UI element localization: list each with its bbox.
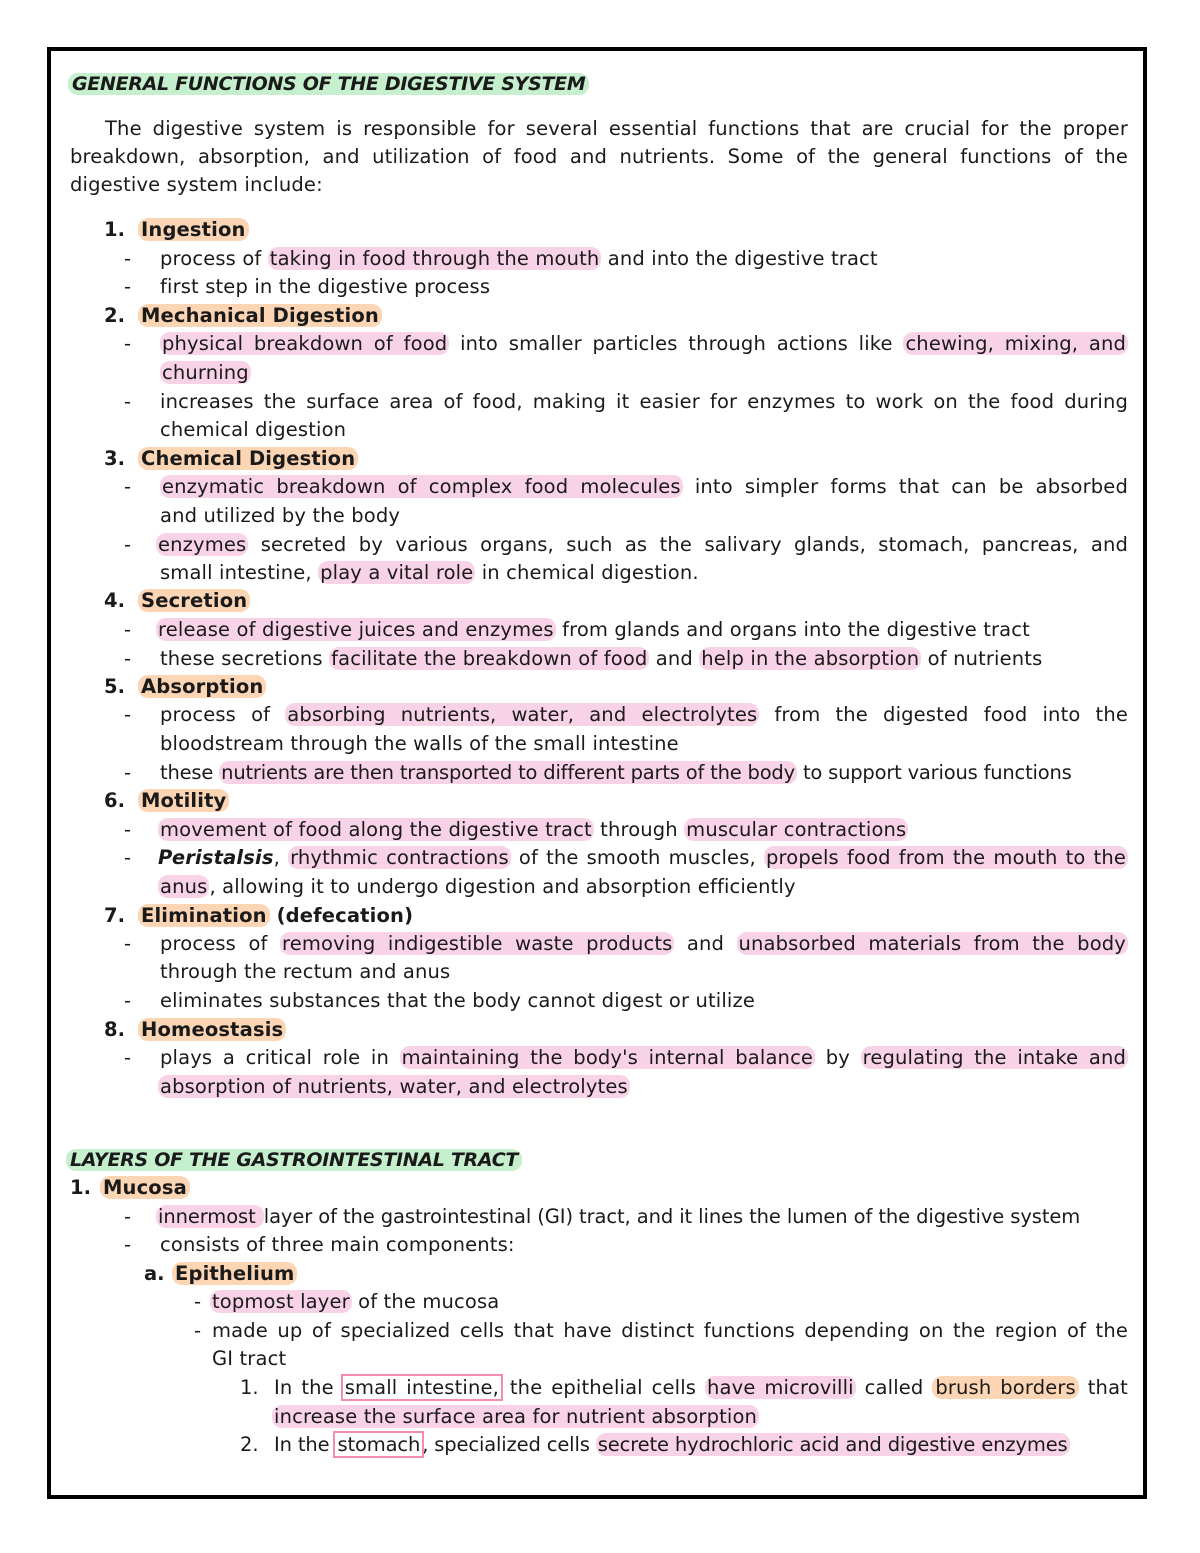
bullet-dash: - <box>124 1233 132 1256</box>
list-line: increase the surface area for nutrient absorption <box>274 1405 758 1428</box>
item-title: Mucosa <box>100 1175 190 1201</box>
bullet-line: Peristalsis, rhythmic contractions of the smooth muscles, propels food from the mouth to the <box>158 846 1126 869</box>
bullet-dash: - <box>124 1046 132 1069</box>
item-number: 4. <box>104 589 125 612</box>
bullet-line: process of taking in food through the mouth and into the digestive tract <box>160 247 878 270</box>
item-title: Absorption <box>138 674 266 700</box>
bullet-line: through the rectum and anus <box>160 960 451 983</box>
bullet-dash: - <box>124 1205 132 1228</box>
item-number: 6. <box>104 789 125 812</box>
item-title: Secretion <box>138 588 250 614</box>
bullet-line: these secretions facilitate the breakdown of food and help in the absorption of nutrients <box>160 647 1043 670</box>
bullet-dash: - <box>124 989 132 1012</box>
bullet-line: anus , allowing it to undergo digestion and absorption efficiently <box>160 875 796 898</box>
bullet-dash: - <box>124 247 132 270</box>
item-number: 5. <box>104 675 125 698</box>
bullet-line: made up of specialized cells that have distinct functions depending on the region of the <box>212 1319 1128 1342</box>
item-number: 7. <box>104 904 125 927</box>
bullet-dash: - <box>124 761 132 784</box>
bullet-line: physical breakdown of food into smaller particles through actions like chewing, mixing, and <box>162 332 1126 355</box>
bullet-line: GI tract <box>212 1347 287 1370</box>
intro-line: breakdown, absorption, and utilization of food and nutrients. Some of the general functions of the <box>70 145 1128 168</box>
bullet-dash: - <box>124 703 132 726</box>
bullet-dash: - <box>194 1319 202 1342</box>
item-title: Motility <box>138 788 229 814</box>
list-number: 2. <box>240 1433 259 1456</box>
bullet-line: innermost layer of the gastrointestinal (GI) tract, and it lines the lumen of the digestive system <box>158 1205 1081 1228</box>
bullet-line: process of removing indigestible waste products and unabsorbed materials from the body <box>160 932 1126 955</box>
bullet-line: enzymes secreted by various organs, such as the salivary glands, stomach, pancreas, and <box>158 533 1128 556</box>
subitem-letter: a. <box>144 1262 165 1285</box>
item-title: Ingestion <box>138 217 249 243</box>
bullet-line: churning <box>162 361 249 384</box>
bullet-dash: - <box>124 818 132 841</box>
list-line: In the small intestine, the epithelial cells have microvilli called brush borders that <box>274 1376 1128 1399</box>
bullet-line: and utilized by the body <box>160 504 401 527</box>
list-number: 1. <box>240 1376 259 1399</box>
bullet-line: plays a critical role in maintaining the body's internal balance by regulating the intake and <box>160 1046 1126 1069</box>
item-number: 3. <box>104 447 125 470</box>
item-title: Mechanical Digestion <box>138 303 382 329</box>
item-number: 8. <box>104 1018 125 1041</box>
bullet-line: movement of food along the digestive tract through muscular contractions <box>160 818 907 841</box>
bullet-dash: - <box>124 390 132 413</box>
bullet-dash: - <box>124 475 132 498</box>
item-title: Homeostasis <box>138 1017 286 1043</box>
item-number: 1. <box>104 218 125 241</box>
bullet-line: first step in the digestive process <box>160 275 491 298</box>
bullet-dash: - <box>124 275 132 298</box>
item-number: 2. <box>104 304 125 327</box>
bullet-line: increases the surface area of food, making it easier for enzymes to work on the food during <box>160 390 1128 413</box>
bullet-line: process of absorbing nutrients, water, and electrolytes from the digested food into the <box>160 703 1128 726</box>
subitem-title: Epithelium <box>172 1261 297 1287</box>
bullet-line: topmost layer of the mucosa <box>212 1290 500 1313</box>
section-title: GENERAL FUNCTIONS OF THE DIGESTIVE SYSTEM <box>68 71 589 97</box>
bullet-dash: - <box>194 1290 202 1313</box>
bullet-dash: - <box>124 618 132 641</box>
bullet-line: bloodstream through the walls of the small intestine <box>160 732 679 755</box>
bullet-line: these nutrients are then transported to different parts of the body to support various functions <box>160 761 1072 784</box>
bullet-dash: - <box>124 533 132 556</box>
bullet-line: release of digestive juices and enzymes from glands and organs into the digestive tract <box>158 618 1030 641</box>
intro-line: The digestive system is responsible for several essential functions that are crucial for the proper <box>105 117 1128 140</box>
bullet-line: consists of three main components: <box>160 1233 515 1256</box>
item-title: Chemical Digestion <box>138 446 358 472</box>
section-title: LAYERS OF THE GASTROINTESTINAL TRACT <box>66 1147 522 1173</box>
item-title: Elimination (defecation) <box>138 903 413 929</box>
bullet-line: small intestine, play a vital role in chemical digestion. <box>160 561 699 584</box>
bullet-dash: - <box>124 932 132 955</box>
bullet-line: enzymatic breakdown of complex food molecules into simpler forms that can be absorbed <box>162 475 1128 498</box>
bullet-line: absorption of nutrients, water, and electrolytes <box>160 1075 628 1098</box>
bullet-dash: - <box>124 647 132 670</box>
bullet-line: chemical digestion <box>160 418 347 441</box>
list-line: In the stomach , specialized cells secrete hydrochloric acid and digestive enzymes <box>274 1433 1068 1456</box>
item-number: 1. <box>70 1176 91 1199</box>
bullet-dash: - <box>124 332 132 355</box>
bullet-line: eliminates substances that the body cannot digest or utilize <box>160 989 756 1012</box>
bullet-dash: - <box>124 846 132 869</box>
intro-line: digestive system include: <box>70 173 323 196</box>
